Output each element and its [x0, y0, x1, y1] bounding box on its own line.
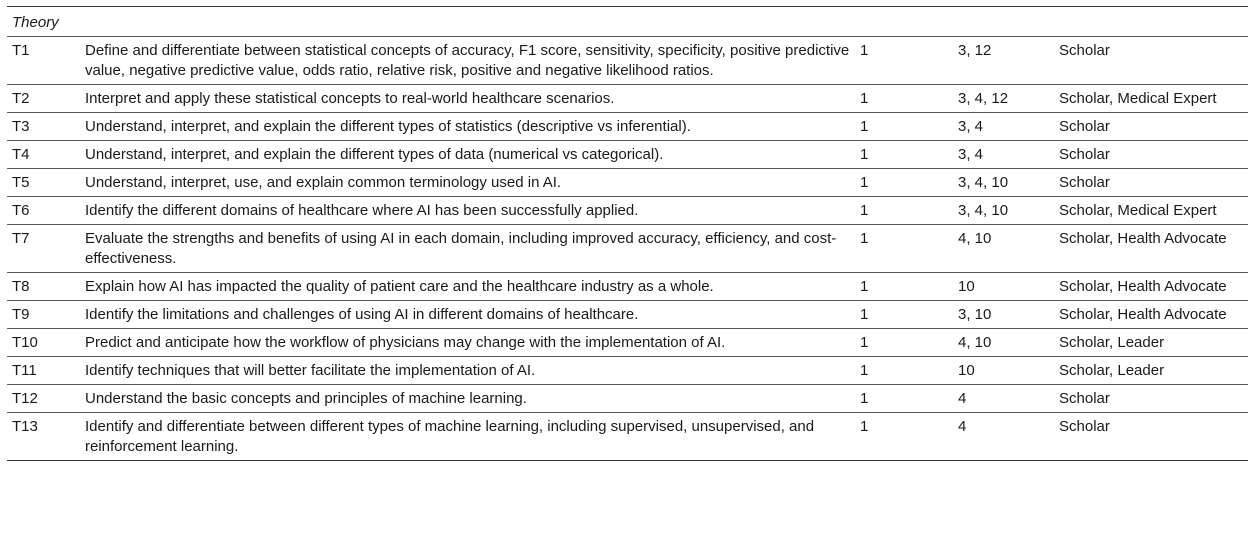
objective-roles: Scholar: [1054, 413, 1248, 461]
objective-references: 4, 10: [953, 329, 1054, 357]
objective-level: 1: [855, 141, 953, 169]
objectives-table-body: [7, 7, 1248, 461]
objective-references: 4: [953, 385, 1054, 413]
section-header-row: [7, 7, 1248, 37]
objective-text: Identify and differentiate between different types of machine learning, including supervised, unsupervised, and reinforcement learning.: [80, 413, 855, 461]
objective-roles: Scholar: [1054, 37, 1248, 85]
objective-id: T5: [7, 169, 80, 197]
section-label: Theory: [7, 7, 1248, 37]
table-row: [7, 169, 1248, 197]
objective-roles: Scholar, Health Advocate: [1054, 273, 1248, 301]
table-row: [7, 385, 1248, 413]
objective-references: 3, 4, 12: [953, 85, 1054, 113]
objective-roles: Scholar: [1054, 169, 1248, 197]
table-row: [7, 329, 1248, 357]
objective-references: 10: [953, 273, 1054, 301]
objective-level: 1: [855, 329, 953, 357]
objective-references: 10: [953, 357, 1054, 385]
table-row: [7, 225, 1248, 273]
objective-text: Explain how AI has impacted the quality of patient care and the healthcare industry as a whole.: [80, 273, 855, 301]
objective-level: 1: [855, 413, 953, 461]
objective-roles: Scholar: [1054, 385, 1248, 413]
objective-text: Identify the limitations and challenges of using AI in different domains of healthcare.: [80, 301, 855, 329]
table-row: [7, 141, 1248, 169]
objective-roles: Scholar, Medical Expert: [1054, 85, 1248, 113]
objective-text: Understand, interpret, use, and explain common terminology used in AI.: [80, 169, 855, 197]
objective-roles: Scholar, Health Advocate: [1054, 301, 1248, 329]
objective-level: 1: [855, 113, 953, 141]
objective-id: T7: [7, 225, 80, 273]
objective-id: T12: [7, 385, 80, 413]
objective-text: Understand, interpret, and explain the different types of data (numerical vs categorical).: [80, 141, 855, 169]
objective-text: Identify techniques that will better facilitate the implementation of AI.: [80, 357, 855, 385]
objective-text: Understand the basic concepts and principles of machine learning.: [80, 385, 855, 413]
table-row: [7, 37, 1248, 85]
table-row: [7, 413, 1248, 461]
objective-text: Define and differentiate between statistical concepts of accuracy, F1 score, sensitivity, specificity, positive predictive value, negative predictive value, odds ratio, relative risk, positive and negative likelihood ratios.: [80, 37, 855, 85]
objective-references: 3, 4, 10: [953, 169, 1054, 197]
table-row: [7, 301, 1248, 329]
objective-text: Predict and anticipate how the workflow of physicians may change with the implementation of AI.: [80, 329, 855, 357]
objectives-table-container: [7, 6, 1248, 461]
objective-level: 1: [855, 357, 953, 385]
objective-level: 1: [855, 197, 953, 225]
objective-level: 1: [855, 301, 953, 329]
objective-roles: Scholar, Leader: [1054, 329, 1248, 357]
table-row: [7, 273, 1248, 301]
objective-id: T2: [7, 85, 80, 113]
table-row: [7, 85, 1248, 113]
objective-roles: Scholar, Medical Expert: [1054, 197, 1248, 225]
objective-references: 4, 10: [953, 225, 1054, 273]
objective-id: T13: [7, 413, 80, 461]
objective-level: 1: [855, 225, 953, 273]
objective-level: 1: [855, 37, 953, 85]
objective-text: Understand, interpret, and explain the different types of statistics (descriptive vs inferential).: [80, 113, 855, 141]
objective-roles: Scholar, Leader: [1054, 357, 1248, 385]
table-row: [7, 113, 1248, 141]
objective-id: T8: [7, 273, 80, 301]
objective-id: T3: [7, 113, 80, 141]
objective-references: 3, 4: [953, 141, 1054, 169]
objective-text: Evaluate the strengths and benefits of using AI in each domain, including improved accuracy, efficiency, and cost-effectiveness.: [80, 225, 855, 273]
table-row: [7, 197, 1248, 225]
objective-references: 3, 10: [953, 301, 1054, 329]
objective-references: 4: [953, 413, 1054, 461]
objective-text: Interpret and apply these statistical concepts to real-world healthcare scenarios.: [80, 85, 855, 113]
objective-references: 3, 12: [953, 37, 1054, 85]
objective-id: T10: [7, 329, 80, 357]
objective-references: 3, 4, 10: [953, 197, 1054, 225]
objective-id: T1: [7, 37, 80, 85]
objective-references: 3, 4: [953, 113, 1054, 141]
objective-level: 1: [855, 85, 953, 113]
objective-level: 1: [855, 273, 953, 301]
objective-roles: Scholar: [1054, 113, 1248, 141]
objective-text: Identify the different domains of healthcare where AI has been successfully applied.: [80, 197, 855, 225]
objective-id: T4: [7, 141, 80, 169]
objective-id: T9: [7, 301, 80, 329]
objectives-table: [7, 6, 1248, 461]
objective-level: 1: [855, 169, 953, 197]
objective-id: T6: [7, 197, 80, 225]
objective-level: 1: [855, 385, 953, 413]
table-row: [7, 357, 1248, 385]
objective-roles: Scholar, Health Advocate: [1054, 225, 1248, 273]
objective-roles: Scholar: [1054, 141, 1248, 169]
objective-id: T11: [7, 357, 80, 385]
